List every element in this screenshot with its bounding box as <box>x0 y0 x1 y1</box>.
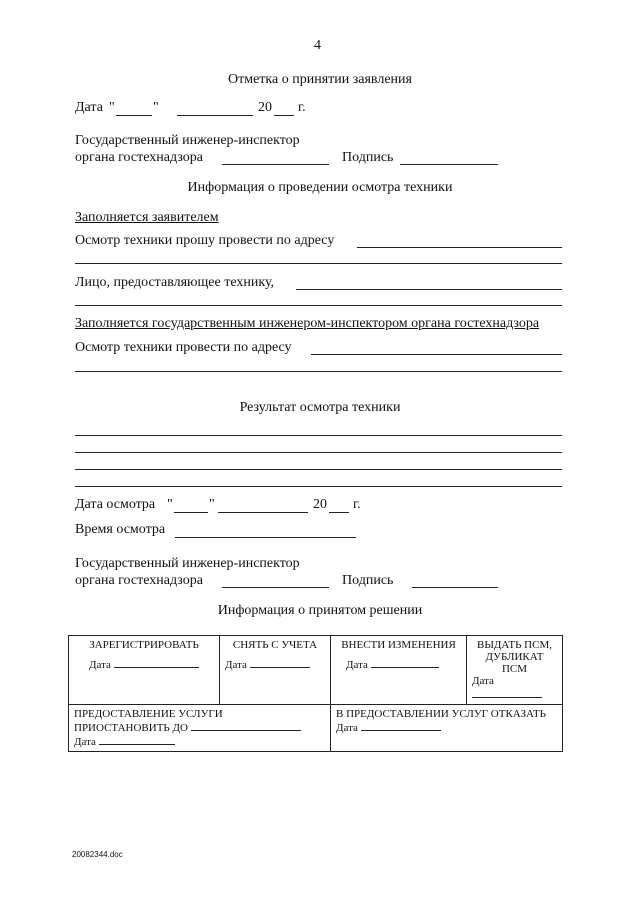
register-date-label: Дата <box>89 659 111 671</box>
result-line-4[interactable] <box>75 486 562 487</box>
inspection-time-field[interactable] <box>175 537 356 538</box>
result-line-1[interactable] <box>75 435 562 436</box>
result-line-3[interactable] <box>75 469 562 470</box>
request-address-field[interactable] <box>357 247 562 248</box>
conduct-address-field[interactable] <box>311 354 562 355</box>
deregister-date-label: Дата <box>225 659 247 671</box>
decision-title: Информация о принятом решении <box>217 603 423 618</box>
deregister-label: СНЯТЬ С УЧЕТА <box>232 639 318 651</box>
result-signature-label: Подпись <box>342 573 394 588</box>
person-field[interactable] <box>296 289 562 290</box>
year-suffix: г. <box>298 100 306 115</box>
issue-date-field[interactable] <box>472 687 542 698</box>
day-field[interactable] <box>116 115 152 116</box>
year-prefix: 20 <box>258 100 272 115</box>
person-field-2[interactable] <box>75 305 562 306</box>
quote-open: " <box>167 497 173 512</box>
year-field[interactable] <box>274 115 294 116</box>
inspection-year-field[interactable] <box>329 512 349 513</box>
inspection-time-label: Время осмотра <box>75 522 166 537</box>
suspend-until-field[interactable] <box>191 720 301 731</box>
register-date-field[interactable] <box>114 657 199 668</box>
request-address-field-2[interactable] <box>75 263 562 264</box>
conduct-address-field-2[interactable] <box>75 371 562 372</box>
decision-deregister[interactable] <box>220 636 331 705</box>
month-field[interactable] <box>177 115 253 116</box>
inspection-year-prefix: 20 <box>313 497 327 512</box>
request-address-label: Осмотр техники прошу провести по адресу <box>75 233 335 248</box>
decision-issue[interactable] <box>467 636 563 705</box>
result-title: Результат осмотра техники <box>239 400 401 415</box>
decision-refuse[interactable] <box>331 705 563 752</box>
decision-table <box>68 635 563 752</box>
decision-register[interactable] <box>69 636 220 705</box>
result-inspector-label-line2: органа гостехнадзора <box>75 573 203 588</box>
quote-close: " <box>209 497 215 512</box>
inspection-month-field[interactable] <box>218 512 308 513</box>
inspector-label-line2: органа гостехнадзора <box>75 150 203 165</box>
issue-label-line1: ВЫДАТЬ ПСМ, <box>476 639 552 651</box>
issue-label-line2: ДУБЛИКАТ ПСМ <box>485 651 544 675</box>
conduct-address-label: Осмотр техники провести по адресу <box>75 340 292 355</box>
person-label: Лицо, предоставляющее технику, <box>75 275 275 290</box>
decision-change[interactable] <box>331 636 467 705</box>
signature-label: Подпись <box>342 150 394 165</box>
inspector-header: Заполняется государственным инженером-инспектором органа гостехнадзора <box>75 316 540 331</box>
refuse-date-field[interactable] <box>361 720 441 731</box>
quote-open: " <box>109 100 115 115</box>
result-signature-field[interactable] <box>412 587 498 588</box>
date-label: Дата <box>75 100 103 115</box>
suspend-date-field[interactable] <box>99 734 175 745</box>
change-date-field[interactable] <box>371 657 439 668</box>
inspector-name-field[interactable] <box>222 164 329 165</box>
register-label: ЗАРЕГИСТРИРОВАТЬ <box>89 639 199 651</box>
deregister-date-field[interactable] <box>250 657 310 668</box>
inspection-day-field[interactable] <box>174 512 208 513</box>
change-label: ВНЕСТИ ИЗМЕНЕНИЯ <box>341 639 456 651</box>
suspend-label-line1: ПРЕДОСТАВЛЕНИЕ УСЛУГИ <box>74 708 223 720</box>
issue-date-label: Дата <box>472 675 494 687</box>
result-inspector-label-line1: Государственный инженер-инспектор <box>75 556 300 571</box>
quote-close: " <box>153 100 159 115</box>
suspend-date-label: Дата <box>74 736 96 748</box>
inspection-year-suffix: г. <box>353 497 361 512</box>
inspection-info-title: Информация о проведении осмотра техники <box>187 180 453 195</box>
footer-filename: 20082344.doc <box>72 850 123 859</box>
decision-suspend[interactable] <box>69 705 331 752</box>
acceptance-title: Отметка о принятии заявления <box>228 72 412 87</box>
result-line-2[interactable] <box>75 452 562 453</box>
refuse-label: В ПРЕДОСТАВЛЕНИИ УСЛУГ ОТКАЗАТЬ <box>336 708 546 720</box>
signature-field[interactable] <box>400 164 498 165</box>
change-date-label: Дата <box>346 659 368 671</box>
inspector-label-line1: Государственный инженер-инспектор <box>75 133 300 148</box>
applicant-header: Заполняется заявителем <box>75 210 219 225</box>
refuse-date-label: Дата <box>336 722 358 734</box>
page-number: 4 <box>314 38 321 53</box>
result-inspector-name-field[interactable] <box>222 587 329 588</box>
suspend-label-line2: ПРИОСТАНОВИТЬ ДО <box>74 722 188 734</box>
inspection-date-label: Дата осмотра <box>75 497 156 512</box>
